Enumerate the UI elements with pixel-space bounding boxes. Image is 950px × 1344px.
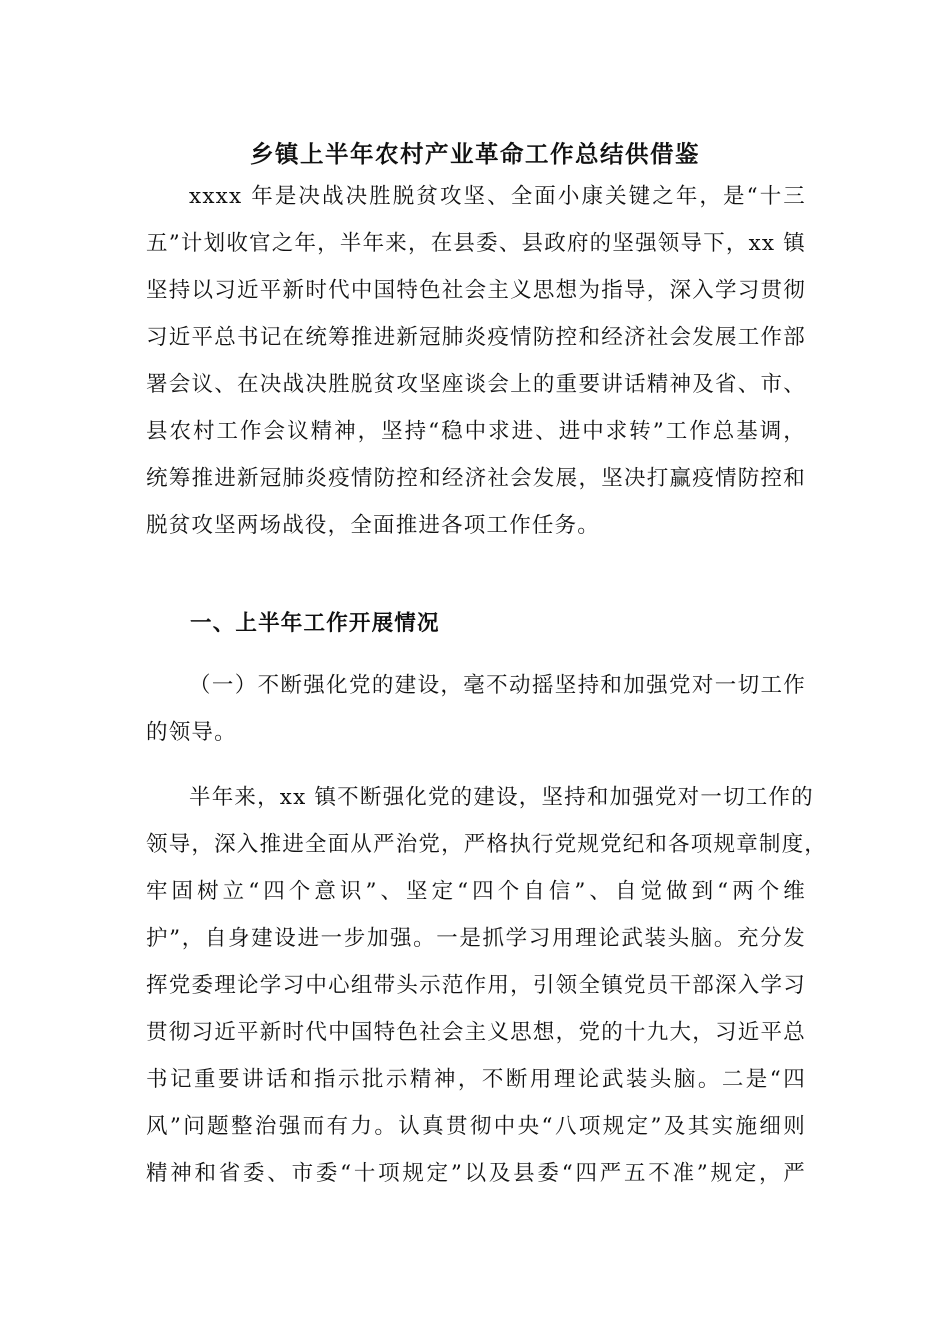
text-line: 习近平总书记在统筹推进新冠肺炎疫情防控和经济社会发展工作部 — [146, 325, 806, 350]
text-line: 统筹推进新冠肺炎疫情防控和经济社会发展，坚决打赢疫情防控和 — [146, 466, 806, 491]
paragraph-intro — [146, 173, 806, 549]
document-title: 乡镇上半年农村产业革命工作总结供借鉴 — [250, 140, 700, 168]
text-line: 贯彻习近平新时代中国特色社会主义思想，党的十九大，习近平总 — [146, 1020, 806, 1045]
text-line: 县农村工作会议精神，坚持“稳中求进、进中求转”工作总基调， — [146, 419, 806, 444]
text-line: 护”，自身建设进一步加强。一是抓学习用理论武装头脑。充分发 — [146, 926, 806, 951]
text-line: 领导，深入推进全面从严治党，严格执行党规党纪和各项规章制度， — [146, 832, 828, 857]
text-line: 书记重要讲话和指示批示精神，不断用理论武装头脑。二是“四 — [146, 1067, 806, 1092]
text-line: 牢固树立“四个意识”、坚定“四个自信”、自觉做到“两个维 — [146, 879, 806, 904]
paragraph-body — [146, 774, 828, 1197]
text-line: 五”计划收官之年，半年来，在县委、县政府的坚强领导下，xx 镇 — [146, 231, 806, 256]
text-line: 的领导。 — [146, 720, 237, 745]
text-line: 风”问题整治强而有力。认真贯彻中央“八项规定”及其实施细则 — [146, 1114, 806, 1139]
text-line: 半年来，xx 镇不断强化党的建设，坚持和加强党对一切工作的 — [189, 785, 814, 810]
text-line: （一）不断强化党的建设，毫不动摇坚持和加强党对一切工作 — [189, 673, 806, 698]
text-line: 脱贫攻坚两场战役，全面推进各项工作任务。 — [146, 513, 601, 538]
text-line: 挥党委理论学习中心组带头示范作用，引领全镇党员干部深入学习 — [146, 973, 806, 998]
text-line: 署会议、在决战决胜脱贫攻坚座谈会上的重要讲话精神及省、市、 — [146, 372, 806, 397]
paragraph-subheading — [146, 662, 806, 756]
text-line: 精神和省委、市委“十项规定”以及县委“四严五不准”规定，严 — [146, 1161, 806, 1186]
text-line: xxxx 年是决战决胜脱贫攻坚、全面小康关键之年，是“十三 — [189, 184, 806, 209]
section-heading: 一、上半年工作开展情况 — [190, 611, 440, 636]
text-line: 坚持以习近平新时代中国特色社会主义思想为指导，深入学习贯彻 — [146, 278, 806, 303]
